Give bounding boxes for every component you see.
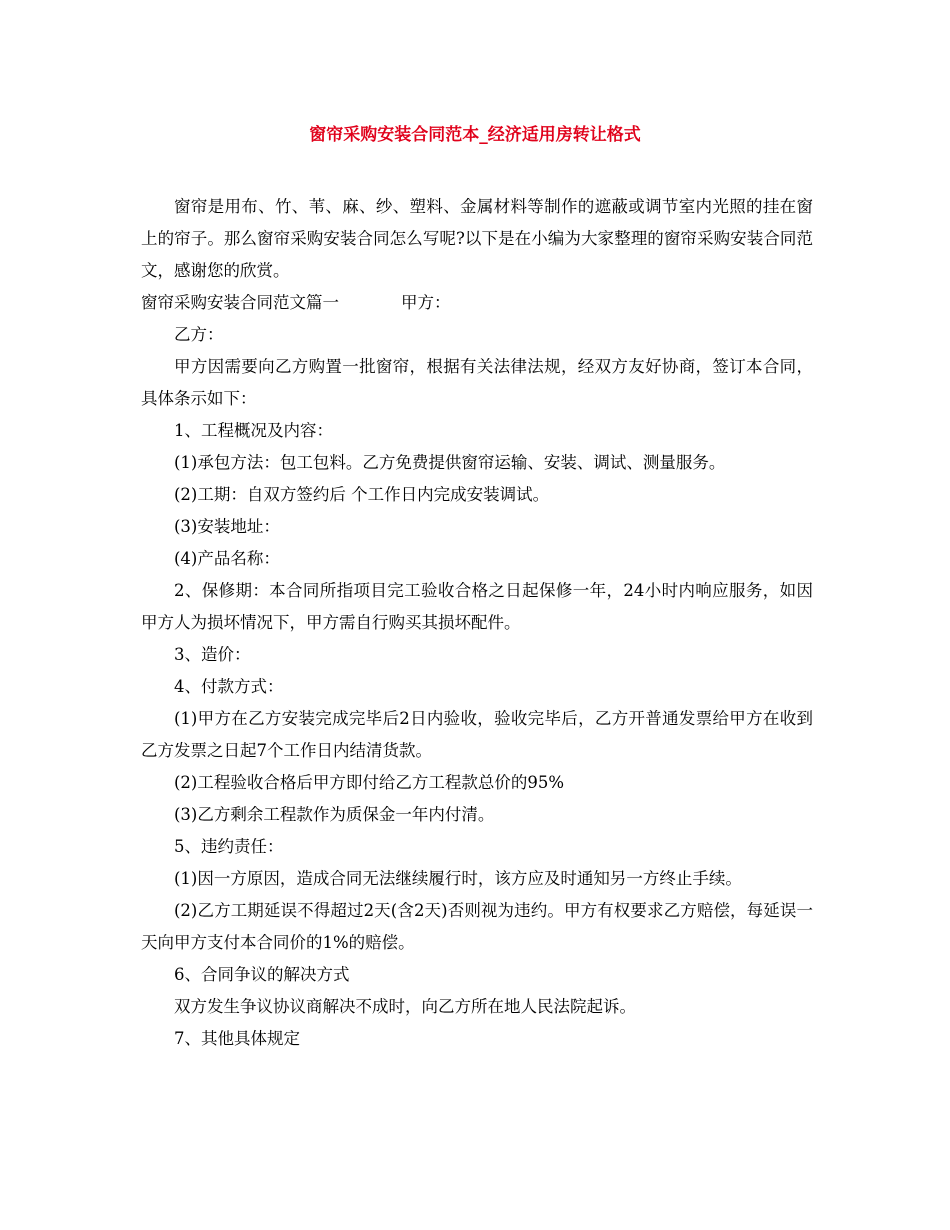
clause-4-3: (3)乙方剩余工程款作为质保金一年内付清。 — [174, 805, 495, 824]
preamble-paragraph: 甲方因需要向乙方购置一批窗帘，根据有关法律法规，经双方友好协商，签订本合同，具体条示如下： — [141, 357, 813, 408]
section-heading-row — [141, 287, 813, 319]
clause-5-2: (2)乙方工期延误不得超过2天(含2天)否则视为违约。甲方有权要求乙方赔偿，每延误一天向甲方支付本合同价的1%的赔偿。 — [141, 901, 813, 952]
clause-1-3: (3)安装地址： — [174, 517, 280, 536]
party-b-label: 乙方： — [174, 325, 224, 344]
clause-1-4: (4)产品名称： — [174, 549, 280, 568]
clause-1: 1、工程概况及内容： — [174, 421, 333, 440]
clause-6: 6、合同争议的解决方式 — [174, 965, 350, 984]
clause-4-1: (1)甲方在乙方安装完成完毕后2日内验收，验收完毕后，乙方开普通发票给甲方在收到乙方发票之日起7个工作日内结清货款。 — [141, 709, 813, 760]
document-title: 窗帘采购安装合同范本_经济适用房转让格式 — [309, 125, 641, 145]
intro-paragraph: 窗帘是用布、竹、苇、麻、纱、塑料、金属材料等制作的遮蔽或调节室内光照的挂在窗上的帘子。那么窗帘采购安装合同怎么写呢?以下是在小编为大家整理的窗帘采购安装合同范文，感谢您的欣赏。 — [141, 197, 813, 280]
clause-7: 7、其他具体规定 — [174, 1029, 300, 1048]
party-a-label: 甲方： — [401, 293, 451, 312]
clause-2: 2、保修期：本合同所指项目完工验收合格之日起保修一年，24小时内响应服务，如因甲方人为损坏情况下，甲方需自行购买其损坏配件。 — [141, 581, 813, 632]
clause-6-body: 双方发生争议协议商解决不成时，向乙方所在地人民法院起诉。 — [174, 997, 636, 1016]
section-heading: 窗帘采购安装合同范文篇一 — [141, 293, 339, 312]
clause-1-2: (2)工期：自双方签约后 个工作日内完成安装调试。 — [174, 485, 550, 504]
clause-5: 5、违约责任： — [174, 837, 284, 856]
clause-3: 3、造价： — [174, 645, 251, 664]
clause-4: 4、付款方式： — [174, 677, 284, 696]
heading-spacer — [339, 287, 401, 319]
clause-1-1: (1)承包方法：包工包料。乙方免费提供窗帘运输、安装、调试、测量服务。 — [174, 453, 726, 472]
clause-5-1: (1)因一方原因，造成合同无法继续履行时，该方应及时通知另一方终止手续。 — [174, 869, 742, 888]
clause-4-2: (2)工程验收合格后甲方即付给乙方工程款总价的95% — [174, 773, 565, 792]
document-body — [141, 191, 813, 1055]
